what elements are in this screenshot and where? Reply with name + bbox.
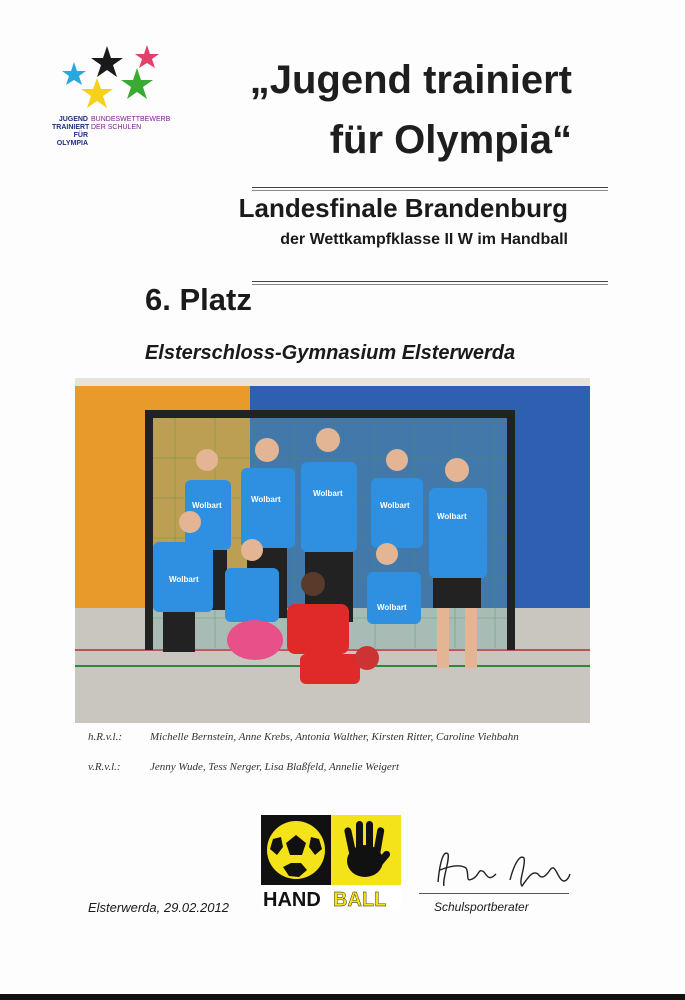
caption-label-front-row: v.R.v.l.: <box>88 761 121 773</box>
handball-logo <box>261 815 401 910</box>
jtfo-logo <box>52 40 182 155</box>
svg-text:BALL: BALL <box>333 889 387 910</box>
jersey-label: Wolbart <box>192 501 222 510</box>
svg-text:HAND: HAND <box>263 889 321 910</box>
divider-bottom <box>252 281 608 285</box>
title-line-2: für Olympia“ <box>329 118 572 162</box>
jersey-label: Wolbart <box>377 603 407 612</box>
jersey-label: Wolbart <box>380 501 410 510</box>
date-and-place: Elsterwerda, 29.02.2012 <box>88 900 229 915</box>
logo-right-text: BUNDESWETTBEWERB DER SCHULEN <box>91 116 171 131</box>
jersey-label: Wolbart <box>251 495 281 504</box>
jersey-label: Wolbart <box>313 489 343 498</box>
caption-names-front-row: Jenny Wude, Tess Nerger, Lisa Blaßfeld, Annelie Weigert <box>150 761 400 773</box>
divider-top <box>252 187 608 191</box>
title-line-1: „Jugend trainiert <box>249 58 572 102</box>
logo-left-text: JUGEND TRAINIERT FÜR OLYMPIA <box>52 116 90 147</box>
competition-class: der Wettkampfklasse II W im Handball <box>280 231 568 248</box>
stars-icon <box>52 40 182 115</box>
school-name: Elsterschloss-Gymnasium Elsterwerda <box>144 342 516 364</box>
team-photo <box>75 378 590 723</box>
jersey-label: Wolbart <box>437 512 467 521</box>
signature-line <box>419 893 569 894</box>
caption-label-back-row: h.R.v.l.: <box>88 731 123 743</box>
signature-role: Schulsportberater <box>434 900 529 914</box>
jersey-label: Wolbart <box>169 575 199 584</box>
caption-names-back-row: Michelle Bernstein, Anne Krebs, Antonia Walther, Kirsten Ritter, Caroline Viehbahn <box>150 731 519 743</box>
scan-edge-bar <box>0 994 685 1000</box>
placement: 6. Platz <box>145 282 252 317</box>
subtitle: Landesfinale Brandenburg <box>238 193 568 223</box>
signature <box>430 840 575 895</box>
